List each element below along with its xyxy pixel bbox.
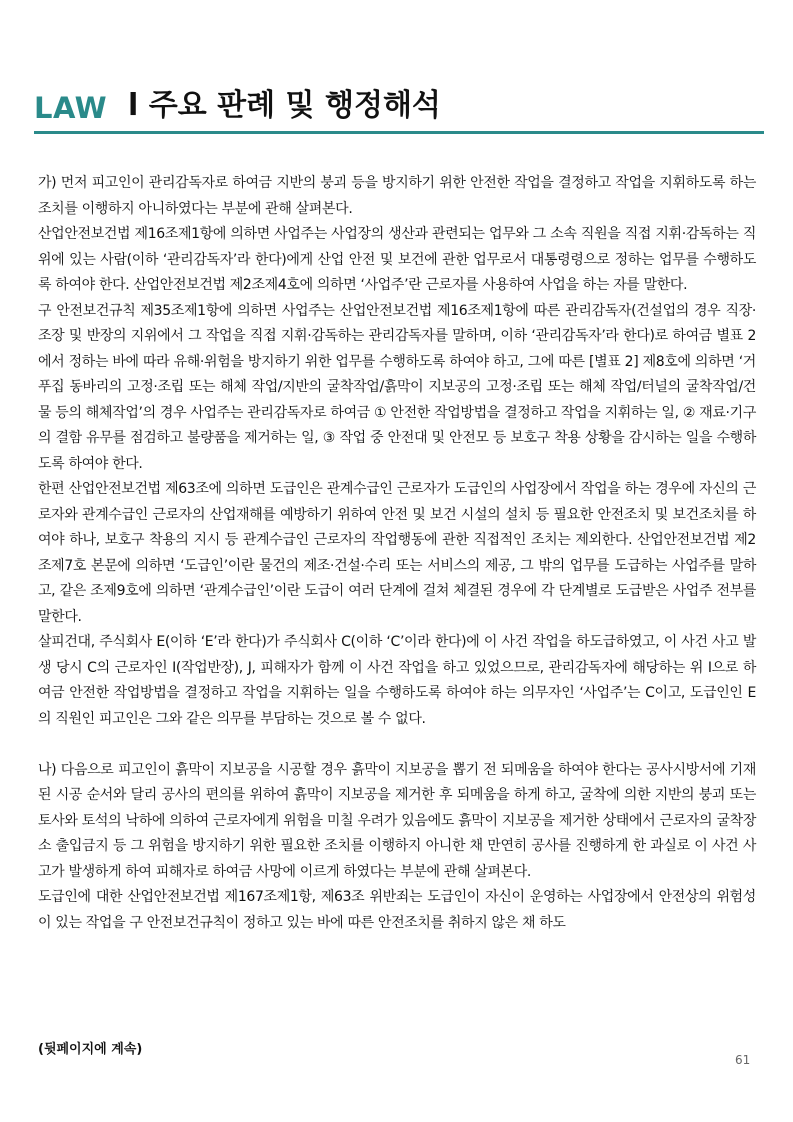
page-header xyxy=(34,86,764,132)
page-title xyxy=(128,86,441,126)
title-text: 주요 판례 및 행정해석 xyxy=(148,88,441,123)
page-number: 61 xyxy=(735,1053,751,1067)
section-spacer xyxy=(38,732,756,758)
continued-note: (뒷페이지에 계속) xyxy=(38,1042,143,1057)
title-separator: l xyxy=(128,88,139,123)
paragraph: 구 안전보건규칙 제35조제1항에 의하면 사업주는 산업안전보건법 제16조제1항에 따른 관리감독자(건설업의 경우 직장·조장 및 반장의 지위에서 그 작업을 직접 지휘·감독하는 관리감독자를 말하며, 이하 ‘관리감독자’라 한다)로 하여금 별표 2에서 정하는 바에 따라 유해·위험을 방지하기 위한 업무를 수행하도록 하여야 하고, 그에 따른 [별표 2] 제8호에 의하면 ‘거푸집 동바리의 고정·조립 또는 해체 작업/지반의 굴착작업/흙막이 지보공의 고정·조립 또는 해체 작업/터널의 굴착작업/건물 등의 해체작업’의 경우 사업주는 관리감독자로 하여금 ① 안전한 작업방법을 결정하고 작업을 지휘하는 일, ② 재료·기구의 결함 유무를 점검하고 불량품을 제거하는 일, ③ 작업 중 안전대 및 안전모 등 보호구 착용 상황을 감시하는 일을 수행하도록 하여야 한다. xyxy=(38,302,756,472)
paragraph: 도급인에 대한 산업안전보건법 제167조제1항, 제63조 위반죄는 도급인이 자신이 운영하는 사업장에서 안전상의 위험성이 있는 작업을 구 안전보건규칙이 정하고 있는 바에 따른 안전조치를 취하지 않은 채 하도 xyxy=(38,889,756,931)
paragraph: 가) 먼저 피고인이 관리감독자로 하여금 지반의 붕괴 등을 방지하기 위한 안전한 작업을 결정하고 작업을 지휘하도록 하는 조치를 이행하지 아니하였다는 부분에 관해 살펴본다. xyxy=(38,175,756,217)
paragraph: 한편 산업안전보건법 제63조에 의하면 도급인은 관계수급인 근로자가 도급인의 사업장에서 작업을 하는 경우에 자신의 근로자와 관계수급인 근로자의 산업재해를 예방하기 위하여 안전 및 보건 시설의 설치 등 필요한 안전조치 및 보건조치를 하여야 하나, 보호구 착용의 지시 등 관계수급인 근로자의 작업행동에 관한 직접적인 조치는 제외한다. 산업안전보건법 제2조제7호 본문에 의하면 ‘도급인’이란 물건의 제조·건설·수리 또는 서비스의 제공, 그 밖의 업무를 도급하는 사업주를 말하고, 같은 조제9호에 의하면 ‘관계수급인’이란 도급이 여러 단계에 걸쳐 체결된 경우에 각 단계별로 도급받은 사업주 전부를 말한다. xyxy=(38,481,756,625)
paragraph: 산업안전보건법 제16조제1항에 의하면 사업주는 사업장의 생산과 관련되는 업무와 그 소속 직원을 직접 지휘·감독하는 직위에 있는 사람(이하 ‘관리감독자’라 한다)에게 산업 안전 및 보건에 관한 업무로서 대통령령으로 정하는 업무를 수행하도록 하여야 한다. 산업안전보건법 제2조제4호에 의하면 ‘사업주’란 근로자를 사용하여 사업을 하는 자를 말한다. xyxy=(38,226,756,293)
law-label: LAW xyxy=(34,91,108,125)
paragraph: 살피건대, 주식회사 E(이하 ‘E’라 한다)가 주식회사 C(이하 ‘C’이라 한다)에 이 사건 작업을 하도급하였고, 이 사건 사고 발생 당시 C의 근로자인 I(작업반장), J, 피해자가 함께 이 사건 작업을 하고 있었으므로, 관리감독자에 해당하는 위 I으로 하여금 안전한 작업방법을 결정하고 작업을 지휘하는 일을 수행하도록 하여야 하는 의무자인 ‘사업주’는 C이고, 도급인인 E의 직원인 피고인은 그와 같은 의무를 부담하는 것으로 볼 수 없다. xyxy=(38,634,756,727)
document-body xyxy=(38,171,756,936)
paragraph: 나) 다음으로 피고인이 흙막이 지보공을 시공할 경우 흙막이 지보공을 뽑기 전 되메움을 하여야 한다는 공사시방서에 기재된 시공 순서와 달리 공사의 편의를 위하여 흙막이 지보공을 제거한 후 되메움을 하게 하고, 굴착에 의한 지반의 붕괴 또는 토사와 토석의 낙하에 의하여 근로자에게 위험을 미칠 우려가 있음에도 흙막이 지보공을 제거한 상태에서 근로자의 굴착장소 출입금지 등 그 위험을 방지하기 위한 필요한 조치를 이행하지 아니한 채 만연히 공사를 진행하게 한 과실로 이 사건 사고가 발생하게 하여 피해자로 하여금 사망에 이르게 하였다는 부분에 관해 살펴본다. xyxy=(38,761,756,880)
header-rule xyxy=(34,131,764,134)
